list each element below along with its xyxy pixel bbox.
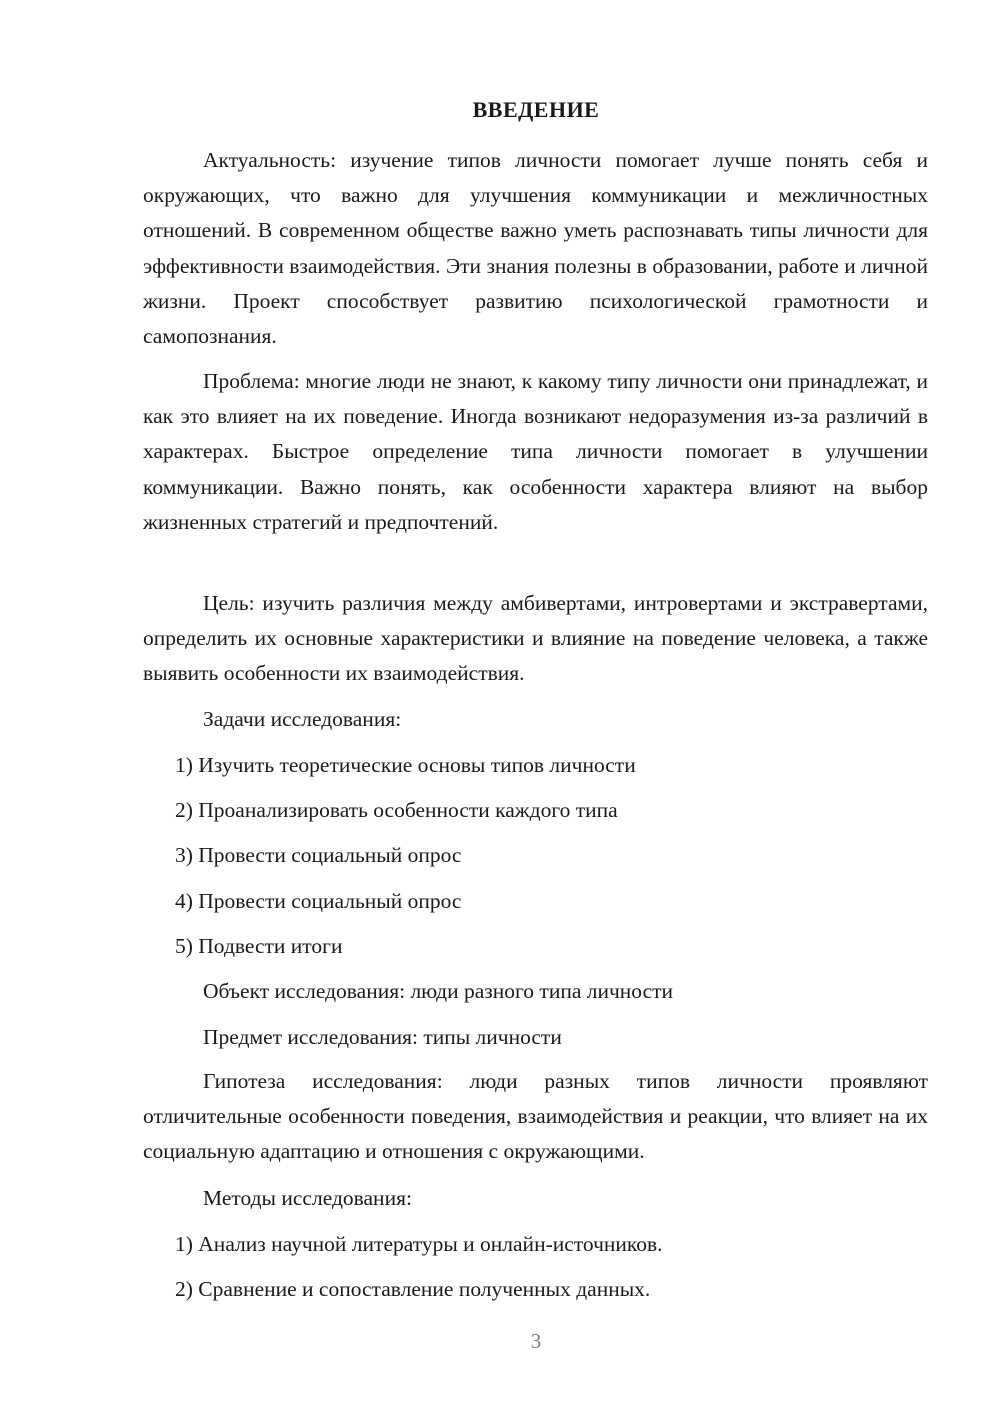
method-item: 1) Анализ научной литературы и онлайн-источников.: [175, 1232, 663, 1256]
task-item: 5) Подвести итоги: [175, 934, 343, 958]
tasks-heading: Задачи исследования:: [203, 707, 402, 731]
paragraph-problem: Проблема: многие люди не знают, к какому типу личности они принадлежат, и как это влияет на их поведение. Иногда возникают недоразумения из-за различий в характерах. Быстрое определение типа личности помогает в улучшении коммуникации. Важно понять, как особенности характера влияют на выбор жизненных стратегий и предпочтений.: [143, 369, 928, 534]
research-object: Объект исследования: люди разного типа личности: [203, 979, 674, 1003]
task-item: 3) Провести социальный опрос: [175, 843, 462, 867]
method-item: 2) Сравнение и сопоставление полученных данных.: [175, 1277, 651, 1301]
methods-heading: Методы исследования:: [203, 1186, 412, 1210]
task-item: 4) Провести социальный опрос: [175, 889, 462, 913]
task-item: 1) Изучить теоретические основы типов личности: [175, 753, 636, 777]
research-subject: Предмет исследования: типы личности: [203, 1025, 562, 1049]
paragraph-relevance: Актуальность: изучение типов личности помогает лучше понять себя и окружающих, что важно для улучшения коммуникации и межличностных отношений. В современном обществе важно уметь распознавать типы личности для эффективности взаимодействия. Эти знания полезны в образовании, работе и личной жизни. Проект способствует развитию психологической грамотности и самопознания.: [143, 148, 928, 349]
page-title: ВВЕДЕНИЕ: [472, 97, 600, 122]
page-number: 3: [530, 1329, 542, 1353]
task-item: 2) Проанализировать особенности каждого типа: [175, 798, 618, 822]
paragraph-hypothesis: Гипотеза исследования: люди разных типов личности проявляют отличительные особенности поведения, взаимодействия и реакции, что влияет на их социальную адаптацию и отношения с окружающими.: [143, 1069, 928, 1164]
paragraph-goal: Цель: изучить различия между амбивертами, интровертами и экстравертами, определить их основные характеристики и влияние на поведение человека, а также выявить особенности их взаимодействия.: [143, 591, 928, 686]
